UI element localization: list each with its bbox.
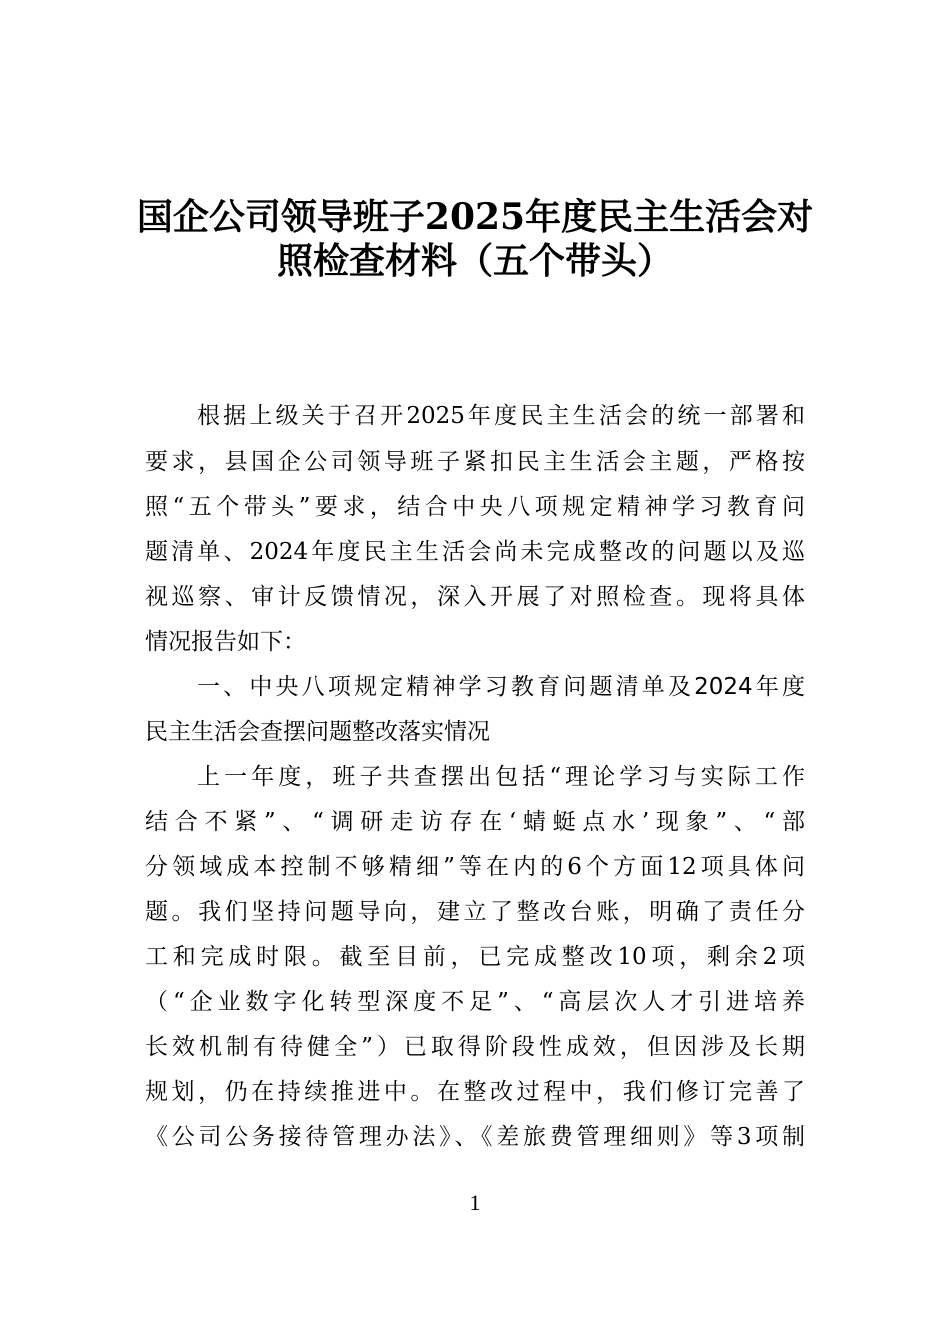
intro-line-5: 视巡察、审计反馈情况，深入开展了对照检查。现将具体 [145, 584, 805, 610]
document-title-line-1: 国企公司领导班子2025年度民主生活会对 [136, 196, 814, 238]
section-1-body-line-6: （“企业数字化转型深度不足”、“高层次人才引进培养 [145, 989, 805, 1015]
section-1-body-line-4: 题。我们坚持问题导向，建立了整改台账，明确了责任分 [145, 899, 805, 925]
page-number: 1 [469, 1190, 481, 1215]
intro-line-4: 题清单、2024年度民主生活会尚未完成整改的问题以及巡 [145, 539, 805, 565]
section-1-body-line-3: 分领域成本控制不够精细”等在内的6个方面12项具体问 [145, 854, 805, 880]
section-1-heading-line-1: 一、中央八项规定精神学习教育问题清单及2024年度 [197, 674, 805, 700]
section-1-body-line-9: 《公司公务接待管理办法》、《差旅费管理细则》等3项制 [145, 1124, 805, 1150]
section-1-body-line-1: 上一年度，班子共查摆出包括“理论学习与实际工作 [197, 764, 805, 790]
intro-line-6: 情况报告如下： [145, 629, 306, 655]
intro-line-1: 根据上级关于召开2025年度民主生活会的统一部署和 [197, 403, 805, 429]
section-1-body-line-7: 长效机制有待健全”）已取得阶段性成效，但因涉及长期 [145, 1034, 805, 1060]
section-1-body-line-8: 规划，仍在持续推进中。在整改过程中，我们修订完善了 [145, 1079, 805, 1105]
section-1-heading-line-2: 民主生活会查摆问题整改落实情况 [145, 719, 490, 745]
intro-line-2: 要求，县国企公司领导班子紧扣民主生活会主题，严格按 [145, 449, 805, 475]
intro-line-3: 照“五个带头”要求，结合中央八项规定精神学习教育问 [145, 494, 805, 520]
section-1-body-line-5: 工和完成时限。截至目前，已完成整改10项，剩余2项 [145, 944, 805, 970]
document-title-line-2: 照检查材料（五个带头） [276, 240, 673, 282]
section-1-body-line-2: 结合不紧”、“调研走访存在‘蜻蜓点水’现象”、“部 [145, 809, 805, 835]
